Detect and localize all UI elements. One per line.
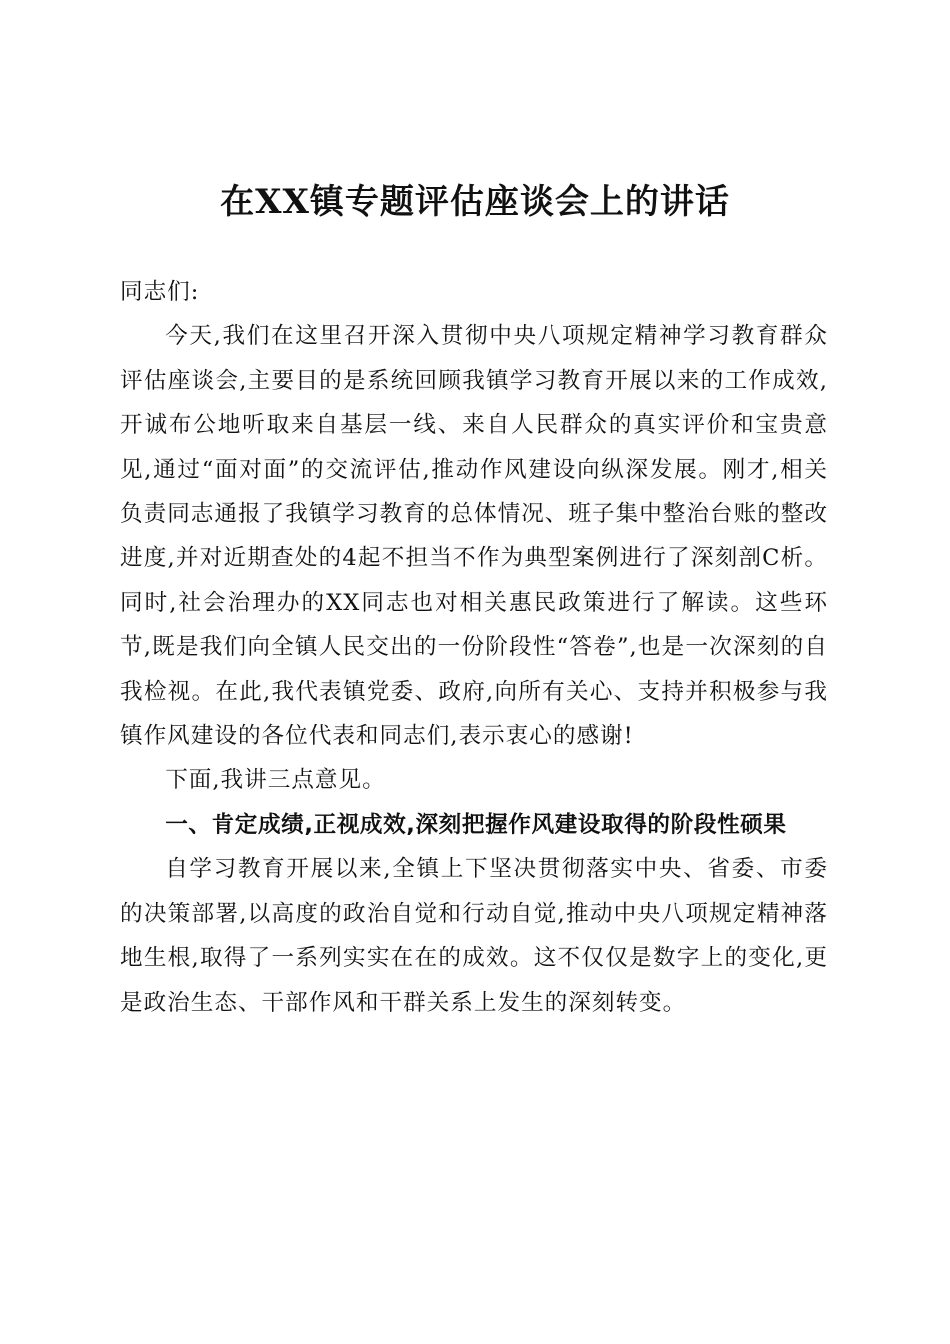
section-1-paragraph: 自学习教育开展以来,全镇上下坚决贯彻落实中央、省委、市委的决策部署,以高度的政治自觉和行动自觉,推动中央八项规定精神落地生根,取得了一系列实实在在的成效。这不仅仅是数字上的变化,更是政治生态、干部作风和干群关系上发生的深刻转变。 — [120, 856, 828, 1016]
paragraph-outline: 下面,我讲三点意见。 — [165, 767, 386, 794]
section-heading-1: 一、肯定成绩,正视成效,深刻把握作风建设取得的阶段性硕果 — [165, 811, 787, 838]
document-title: 在XX镇专题评估座谈会上的讲话 — [220, 182, 730, 222]
paragraph-opening: 今天,我们在这里召开深入贯彻中央八项规定精神学习教育群众评估座谈会,主要目的是系统回顾我镇学习教育开展以来的工作成效,开诚布公地听取来自基层一线、来自人民群众的真实评价和宝贵意见,通过“面对面”的交流评估,推动作风建设向纵深发展。刚才,相关负责同志通报了我镇学习教育的总体情况、班子集中整治台账的整改进度,并对近期查处的4起不担当不作为典型案例进行了深刻剖C析。同时,社会治理办的XX同志也对相关惠民政策进行了解读。这些环节,既是我们向全镇人民交出的一份阶段性“答卷”,也是一次深刻的自我检视。在此,我代表镇党委、政府,向所有关心、支持并积极参与我镇作风建设的各位代表和同志们,表示衷心的感谢! — [120, 323, 828, 750]
document-body — [120, 270, 828, 1025]
salutation: 同志们: — [120, 279, 200, 305]
